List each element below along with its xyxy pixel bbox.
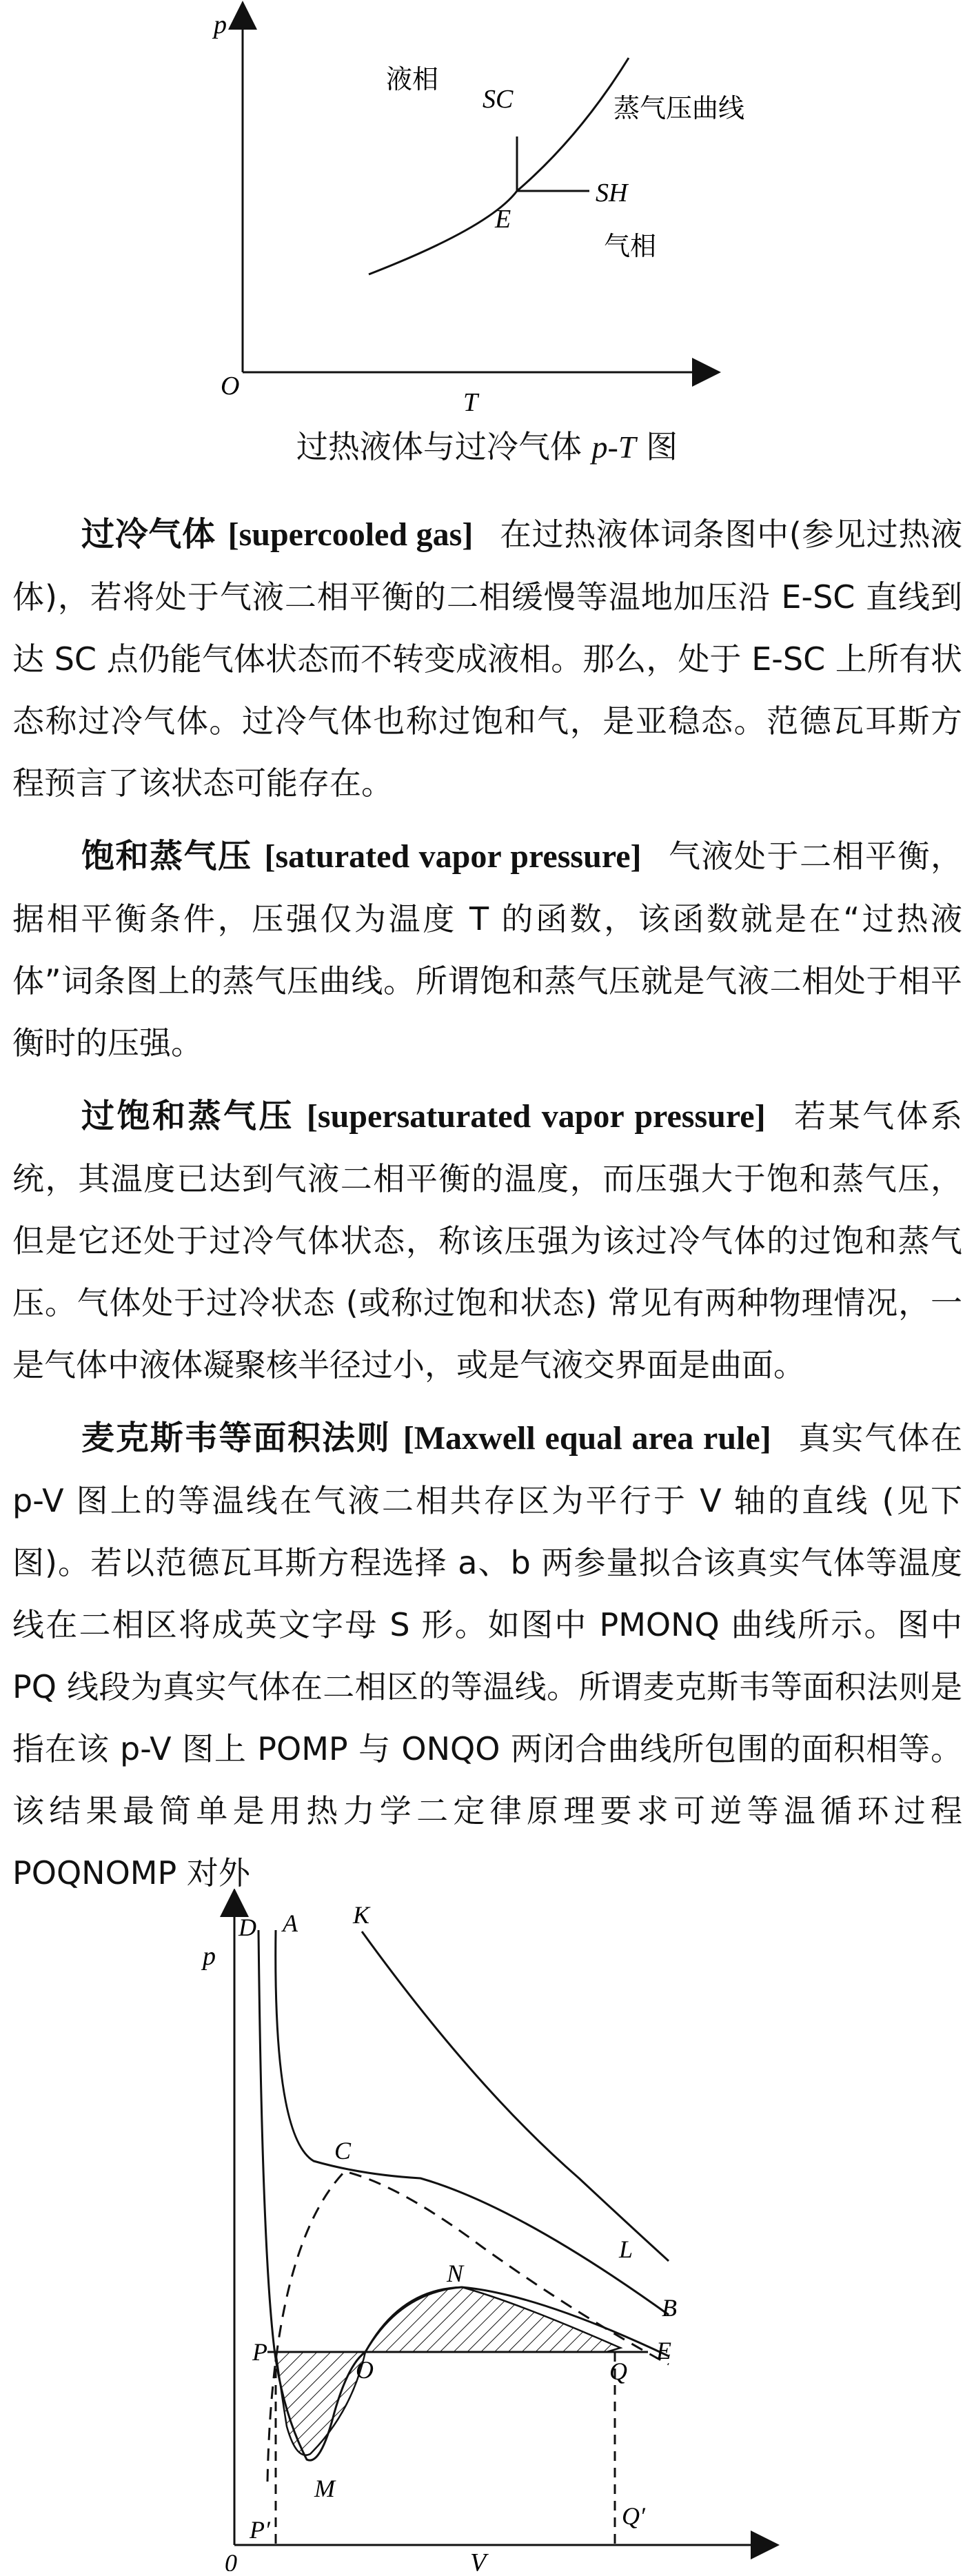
critical-isotherm-acb xyxy=(276,1930,669,2315)
label-l: L xyxy=(619,2235,633,2263)
label-b: B xyxy=(662,2294,677,2322)
vapor-curve-label: 蒸气压曲线 xyxy=(613,93,745,123)
caption-var: p-T xyxy=(591,429,636,465)
origin-label: 0 xyxy=(225,2549,237,2571)
e-label: E xyxy=(495,205,511,234)
v-axis-label: V xyxy=(470,2548,487,2571)
entry-maxwell-equal-area-rule xyxy=(12,1407,962,1904)
pt-diagram xyxy=(193,0,786,414)
entry-english: [supercooled gas] xyxy=(227,516,474,553)
entry-head: 麦克斯韦等面积法则 xyxy=(81,1419,391,1457)
label-k: K xyxy=(353,1901,370,1929)
sh-label: SH xyxy=(596,179,628,207)
entry-supersaturated-vapor-pressure xyxy=(12,1085,962,1396)
entry-head: 过冷气体 xyxy=(81,515,216,554)
entry-body: 在过热液体词条图中(参见过热液体)，若将处于气液二相平衡的二相缓慢等温地加压沿 E-SC 直线到达 SC 点仍能气体状态而不转变成液相。那么，处于 E-SC 上所有状态称过冷气体。过冷气体也称过饱和气，是亚稳态。范德瓦耳斯方程预言了该状态可能存在。 xyxy=(12,516,963,802)
label-m: M xyxy=(314,2475,335,2502)
entry-body: 若某气体系统，其温度已达到气液二相平衡的温度，而压强大于饱和蒸气压，但是它还处于过冷气体状态，称该压强为该过冷气体的过饱和蒸气压。气体处于过冷状态 (或称过饱和状态) 常见有两种物理情况，一是气体中液体凝聚核半径过小，或是气液交界面是曲面。 xyxy=(12,1097,962,1383)
isotherm-kl xyxy=(362,1931,669,2261)
label-d: D xyxy=(239,1914,256,1941)
entry-english: [Maxwell equal area rule] xyxy=(403,1420,771,1457)
entry-head: 饱和蒸气压 xyxy=(81,837,252,875)
origin-label: O xyxy=(221,372,240,400)
label-p: P xyxy=(252,2338,267,2366)
label-q: Q xyxy=(609,2357,627,2385)
entry-english: [supersaturated vapor pressure] xyxy=(306,1098,766,1135)
caption-suffix: 图 xyxy=(646,428,678,465)
entry-body: 气液处于二相平衡，据相平衡条件，压强仅为温度 T 的函数，该函数就是在“过热液体”词条图上的蒸气压曲线。所谓饱和蒸气压就是气液二相处于相平衡时的压强。 xyxy=(12,838,962,1062)
p-axis-label: p xyxy=(214,10,227,39)
label-q-prime: Q′ xyxy=(622,2502,645,2530)
label-c: C xyxy=(334,2137,352,2164)
entry-head: 过饱和蒸气压 xyxy=(81,1097,294,1135)
caption-prefix: 过热液体与过冷气体 xyxy=(296,428,582,465)
t-axis-label: T xyxy=(463,388,478,414)
label-n: N xyxy=(447,2260,464,2287)
entries xyxy=(12,503,962,1915)
entry-saturated-vapor-pressure xyxy=(12,825,962,1074)
label-e: E xyxy=(656,2337,671,2364)
pv-diagram xyxy=(193,1889,786,2571)
gas-phase-label: 气相 xyxy=(604,231,657,261)
label-a: A xyxy=(283,1909,298,1937)
p-axis-label: p xyxy=(203,1942,216,1971)
figure1-caption xyxy=(0,422,974,467)
liquid-phase-label: 液相 xyxy=(386,64,439,94)
label-p-prime: P′ xyxy=(250,2516,270,2544)
sc-label: SC xyxy=(483,85,514,114)
entry-body: 真实气体在 p-V 图上的等温线在气液二相共存区为平行于 V 轴的直线 (见下图)。若以范德瓦耳斯方程选择 a、b 两参量拟合该真实气体等温度线在二相区将成英文字母 S 形。如图中 PMONQ 曲线所示。图中 PQ 线段为真实气体在二相区的等温线。所谓麦克斯韦等面积法则是指在该 p-V 图上 POMP 与 ONQO 两闭合曲线所包围的面积相等。该结果最简单是用热力学二定律原理要求可逆等温循环过程 POQNOMP 对外 xyxy=(12,1419,962,1892)
label-o: O xyxy=(356,2356,374,2384)
entry-supercooled-gas xyxy=(12,503,962,814)
entry-english: [saturated vapor pressure] xyxy=(264,838,642,875)
